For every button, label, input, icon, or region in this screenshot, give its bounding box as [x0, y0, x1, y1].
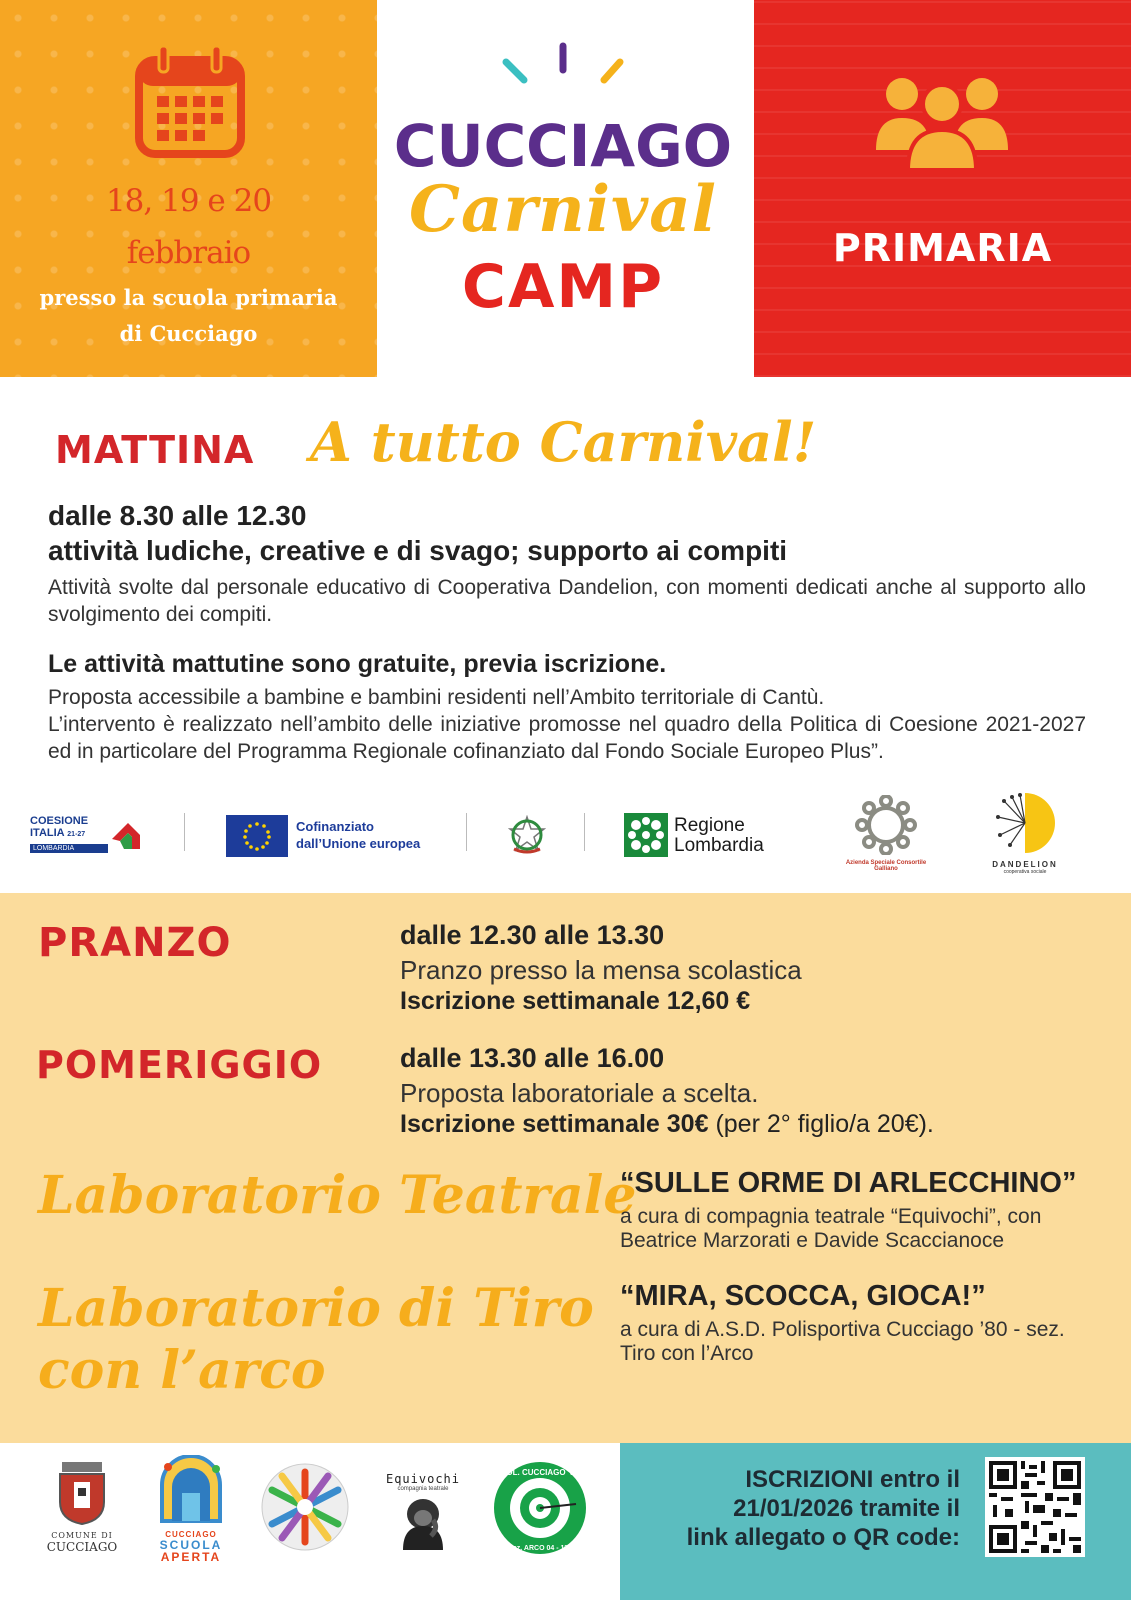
registration-line1: ISCRIZIONI entro il — [745, 1466, 960, 1493]
school-arch-icon — [154, 1455, 228, 1525]
afternoon-fee: Iscrizione settimanale 30€ — [400, 1110, 709, 1138]
comune-crest-icon — [54, 1460, 110, 1526]
comune-text-line2: CUCCIAGO — [46, 1540, 118, 1554]
lab-theatre-name: “SULLE ORME DI ARLECCHINO” — [620, 1167, 1077, 1199]
dandelion-flower-icon — [990, 791, 1060, 855]
sparkle-icon — [498, 40, 628, 100]
morning-description: Attività svolte dal personale educativo di Cooperativa Dandelion, con momenti dedicati anche al supporto allo svolgimento dei compiti. — [48, 576, 1086, 626]
morning-time: dalle 8.30 alle 12.30 — [48, 500, 307, 531]
comune-text-line1: COMUNE DI — [51, 1531, 113, 1540]
morning-eligibility: Proposta accessibile a bambine e bambini residenti nell’Ambito territoriale di Cantù. — [48, 686, 825, 709]
coesione-text1: COESIONE — [30, 815, 89, 827]
dates-panel — [0, 0, 377, 377]
eu-text-line1: Cofinanziato — [296, 819, 374, 834]
morning-funding: L’intervento è realizzato nell’ambito delle iniziative promosse nel quadro della Politica di Coesione 2021-2027 ed in particolare del Programma Regionale cofinanziato dal Fondo Sociale Europeo Plus”. — [48, 713, 1086, 763]
lab-archery-name: “MIRA, SCOCCA, GIOCA!” — [620, 1280, 986, 1312]
title-carnival: Carnival — [409, 172, 717, 247]
eu-flag-icon — [226, 815, 288, 857]
equivochi-sub: compagnia teatrale — [397, 1486, 449, 1492]
azienda-ring-icon — [854, 795, 918, 855]
lab-archery-title-line2: con l’arco — [38, 1340, 326, 1401]
event-place-line1: presso la scuola primaria — [39, 285, 338, 310]
lab-theatre-desc-line1: a cura di compagnia teatrale “Equivochi”, con — [620, 1205, 1042, 1228]
title-camp: CAMP — [461, 252, 665, 322]
event-place-line2: di Cucciago — [119, 321, 258, 346]
registration-line2: 21/01/2026 tramite il — [733, 1495, 960, 1522]
coesione-italia-logo — [30, 815, 150, 859]
scuola-text-line1: CUCCIAGO — [165, 1530, 217, 1539]
afternoon-description: Proposta laboratoriale a scelta. — [400, 1078, 759, 1108]
pol-bottom-text: Sez. ARCO 04 - 115 — [508, 1545, 572, 1552]
registration-qr-code[interactable] — [985, 1457, 1085, 1557]
polisportiva-archery-logo-icon — [492, 1460, 588, 1556]
azienda-galliano-logo — [836, 795, 936, 875]
afternoon-time: dalle 13.30 alle 16.00 — [400, 1043, 665, 1073]
lombardia-text-line1: Regione — [674, 815, 745, 836]
lab-theatre-title: Laboratorio Teatrale — [38, 1165, 637, 1226]
eu-text-line2: dall’Unione europea — [296, 836, 421, 851]
coesione-arrow-icon — [110, 819, 144, 853]
scuola-aperta-logo — [148, 1455, 234, 1565]
monkey-thinker-icon — [393, 1492, 453, 1550]
lab-archery-title-line1: Laboratorio di Tiro — [38, 1278, 594, 1339]
level-label: PRIMARIA — [832, 226, 1053, 270]
level-panel — [754, 0, 1131, 377]
afternoon-fee-note: (per 2° figlio/a 20€). — [715, 1110, 934, 1138]
coesione-text2: ITALIA — [30, 827, 65, 839]
eu-cofunded-logo — [226, 815, 426, 857]
coesione-years: 21-27 — [67, 831, 86, 838]
lunch-description: Pranzo presso la mensa scolastica — [400, 955, 802, 985]
pol-top-text: POL. CUCCIAGO ’80 — [501, 1468, 579, 1477]
partner-logos-row — [0, 795, 1131, 875]
dandelion-logo — [982, 791, 1068, 877]
azienda-text-line2: Galliano — [874, 866, 898, 872]
scuola-text-line2: SCUOLA — [159, 1538, 223, 1552]
event-month: febbraio — [126, 235, 251, 271]
star-people-logo-icon — [260, 1462, 350, 1552]
morning-label: MATTINA — [55, 428, 255, 472]
coesione-region: LOMBARDIA — [30, 844, 108, 853]
registration-text — [630, 1465, 960, 1552]
comune-cucciago-logo — [42, 1460, 122, 1560]
afternoon-label: POMERIGGIO — [36, 1043, 323, 1087]
dandelion-sub: cooperativa sociale — [1003, 869, 1047, 875]
calendar-icon — [135, 46, 245, 158]
morning-free-notice: Le attività mattutine sono gratuite, previa iscrizione. — [48, 650, 667, 678]
equivochi-logo — [378, 1472, 468, 1562]
lab-archery-desc-line1: a cura di A.S.D. Polisportiva Cucciago ’80 - sez. — [620, 1318, 1065, 1341]
morning-slogan: A tutto Carnival! — [310, 410, 817, 474]
lombardia-rose-icon — [624, 813, 668, 857]
qr-code-icon — [985, 1457, 1085, 1557]
lunch-time: dalle 12.30 alle 13.30 — [400, 920, 665, 950]
lunch-label: PRANZO — [38, 920, 232, 966]
lab-archery-desc-line2: Tiro con l’Arco — [620, 1342, 754, 1365]
lombardia-text-line2: Lombardia — [674, 835, 764, 856]
registration-line3: link allegato o QR code: — [686, 1524, 960, 1551]
regione-lombardia-logo — [624, 813, 784, 859]
event-dates: 18, 19 e 20 — [105, 183, 272, 219]
italian-republic-emblem-icon — [508, 815, 546, 855]
afternoon-fee-line — [400, 1110, 934, 1139]
scuola-text-line3: APERTA — [160, 1550, 222, 1564]
dandelion-name: DANDELION — [992, 860, 1058, 869]
lunch-fee: Iscrizione settimanale 12,60 € — [400, 987, 751, 1015]
lab-theatre-desc-line2: Beatrice Marzorati e Davide Scaccianoce — [620, 1229, 1005, 1252]
title-cucciago: CUCCIAGO — [393, 112, 733, 180]
azienda-text-line1: Azienda Speciale Consortile — [845, 860, 927, 866]
morning-activities: attività ludiche, creative e di svago; supporto ai compiti — [48, 535, 788, 566]
people-icon — [872, 72, 1012, 172]
equivochi-name: Equivochi — [385, 1472, 461, 1486]
